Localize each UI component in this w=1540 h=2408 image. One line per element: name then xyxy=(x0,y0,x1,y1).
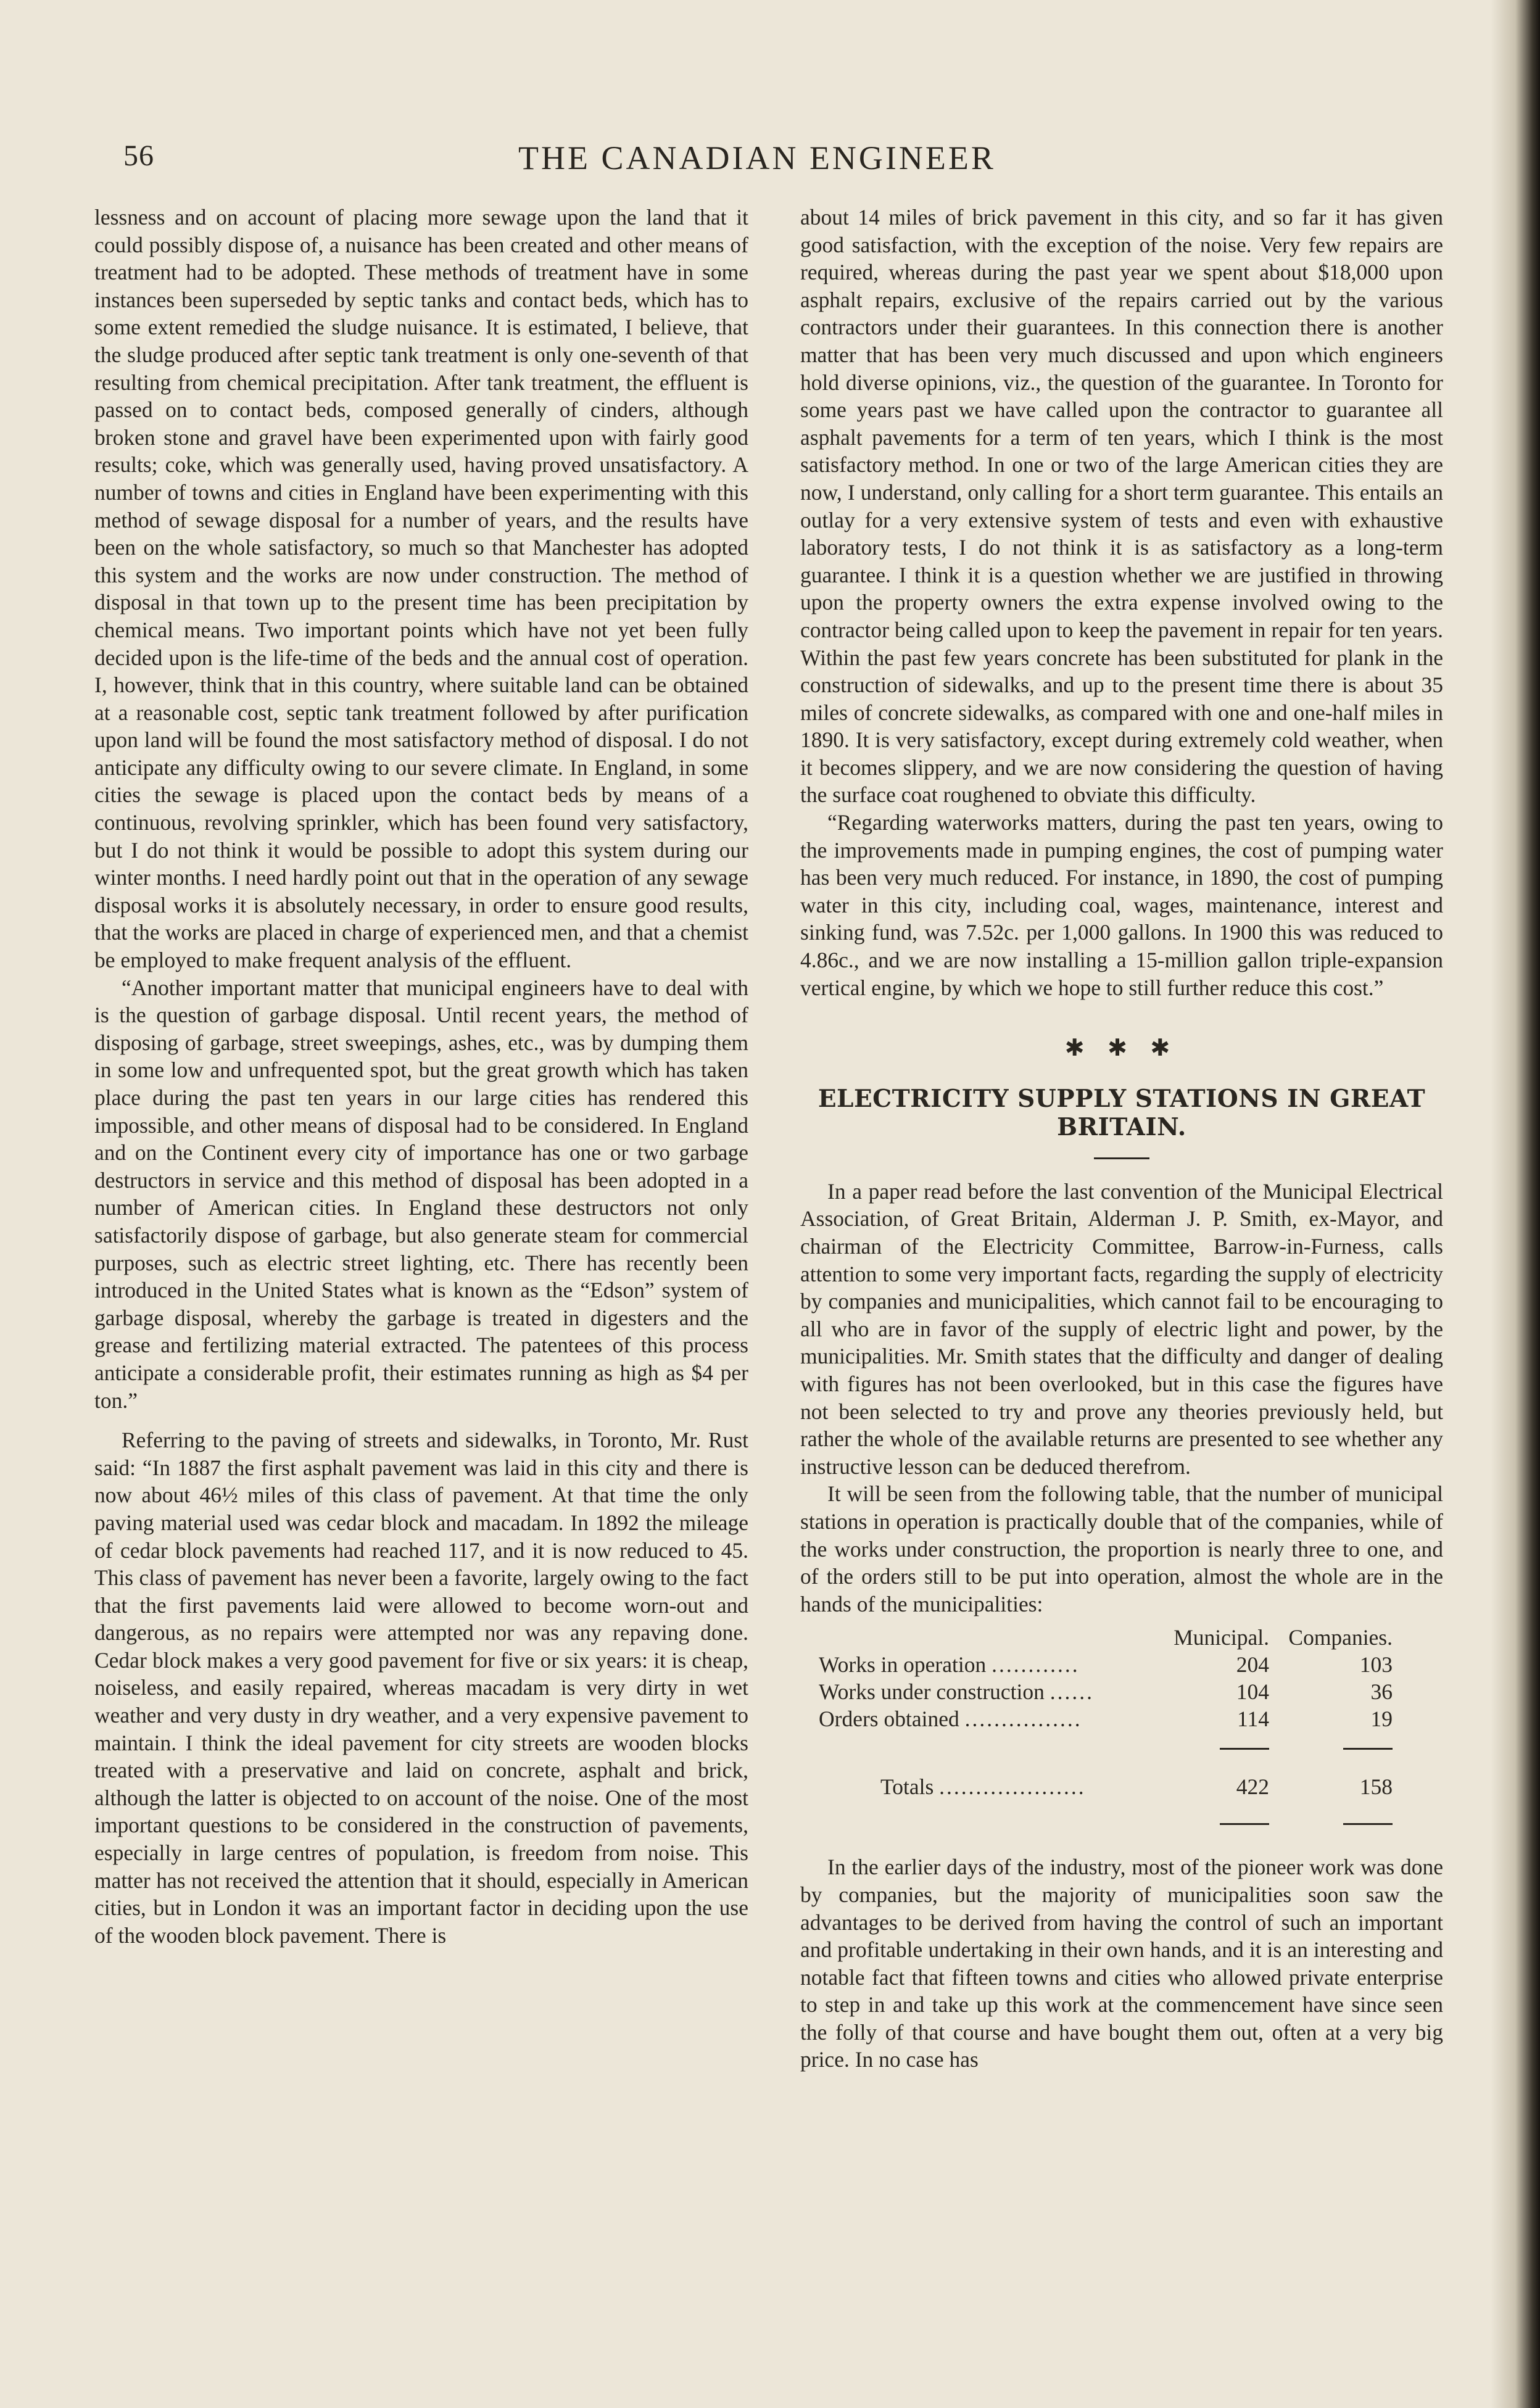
table-row xyxy=(819,1678,1436,1705)
leader-dots: ................ xyxy=(964,1707,1082,1732)
municipal-value: 104 xyxy=(1236,1679,1269,1705)
column-header-municipal: Municipal. xyxy=(1174,1625,1269,1650)
article-paragraph: In a paper read before the last convention of the Municipal Electrical Association, of Great Britain, Alderman J. P. Smith, ex-Mayor, and chairman of the Electricity Committee, Barrow-in-Furness, calls attention to some very important facts, regarding the supply of electricity by companies and municipalities, which cannot fail to be encouraging to all who are in favor of the supply of electric light and power, by the municipalities. Mr. Smith states that the difficulty and danger of dealing with figures has not been overlooked, but in this case the figures have not been selected to try and prove any theories previously held, but rather the whole of the available returns are presented to see whether any instructive lesson can be deduced therefrom. xyxy=(800,1178,1443,1479)
column-header-companies: Companies. xyxy=(1288,1625,1393,1650)
sum-rule-row xyxy=(819,1808,1436,1835)
municipal-value: 204 xyxy=(1236,1652,1269,1678)
companies-value: 36 xyxy=(1370,1679,1393,1705)
row-label: Works in operation xyxy=(819,1652,987,1678)
article-paragraph: about 14 miles of brick pavement in this city, and so far it has given good satisfaction, with the exception of the noise. Very few repairs are required, whereas during the past year we spent about $18,000 upon asphalt repairs, exclusive of the repairs carried out by the various contractors under their guarantees. In this connection there is another matter that has been very much discussed and upon which engineers hold diverse opinions, viz., the question of the guarantee. In Toronto for some years past we have called upon the contractor to guarantee all asphalt pavements for a term of ten years, which I think is the most satisfactory method. In one or two of the large American cities they are now, I understand, only calling for a short term guarantee. This entails an outlay for a very extensive system of tests and even with exhaustive laboratory tests, I do not think it is as satisfactory as a long-term guarantee. I think it is a question whether we are justified in throwing upon the property owners the extra expense involved owing to the contractor being called upon to keep the pavement in repair for ten years. Within the past few years concrete has been substituted for plank in the construction of sidewalks, and up to the present time there is about 35 miles of concrete sidewalks, as compared with one and one-half miles in 1890. It is very satisfactory, except during extremely cold weather, when it becomes slippery, and we are now considering the question of having the surface coat roughened to obviate this difficulty. xyxy=(800,205,1443,808)
sum-rule-row xyxy=(819,1732,1436,1760)
left-column xyxy=(94,204,748,1949)
section-ornament: ✱ ✱ ✱ xyxy=(1064,1035,1179,1062)
municipal-value: 114 xyxy=(1237,1707,1269,1732)
binding-shadow xyxy=(1491,0,1540,2408)
leader-dots: ...... xyxy=(1049,1679,1094,1705)
title-rule xyxy=(1094,1157,1149,1159)
section-title: ELECTRICITY SUPPLY STATIONS IN GREAT BRITAIN. xyxy=(818,1084,1426,1141)
municipal-total: 422 xyxy=(1236,1774,1269,1800)
stations-table xyxy=(819,1624,1436,1835)
article-paragraph: “Another important matter that municipal engineers have to deal with is the question of garbage disposal. Until recent years, the method of disposing of garbage, street sweepings, ashes, etc., was by dumping them in some low and unfrequented spot, but the great growth which has taken place during the past ten years in our large cities has rendered this impossible, and other means of disposal had to be considered. In England and on the Continent every city of importance has one or two garbage destructors in service and this method of disposal has been adopted in a number of American cities. In England these destructors not only satisfactorily dispose of garbage, but also generate steam for commercial purposes, such as electric street lighting, etc. There has recently been introduced in the United States what is known as the “Edson” system of garbage disposal, whereby the garbage is treated in digesters and the grease and fertilizing material extracted. The patentees of this process anticipate a considerable profit, their estimates running as high as $4 per ton.” xyxy=(94,975,748,1413)
article-paragraph: “Regarding waterworks matters, during the past ten years, owing to the improvements made in pumping engines, the cost of pumping water has been very much reduced. For instance, in 1890, the cost of pumping water in this city, including coal, wages, maintenance, interest and sinking fund, was 7.52c. per 1,000 gallons. In 1900 this was reduced to 4.86c., and we are now installing a 15-million gallon triple-expansion vertical engine, by which we hope to still further reduce this cost.” xyxy=(800,810,1443,1000)
sum-rule xyxy=(1343,1748,1393,1750)
article-paragraph: lessness and on account of placing more sewage upon the land that it could possibly dispose of, a nuisance has been created and other means of treatment had to be adopted. These methods of treatment have in some instances been superseded by septic tanks and contact beds, which has to some extent remedied the sludge nuisance. It is estimated, I believe, that the sludge produced after septic tank treatment is only one-seventh of that resulting from chemical precipitation. After tank treatment, the effluent is passed on to contact beds, composed generally of cinders, although broken stone and gravel have been experimented upon with fairly good results; coke, which was generally used, having proved unsatisfactory. A number of towns and cities in England have been experimenting with this method of sewage disposal for a number of years, and the results have been on the whole satisfactory, so much so that Manchester has adopted this system and the works are now under construction. The method of disposal in that town up to the present time has been precipitation by chemical means. Two important points which have not yet been fully decided upon is the life-time of the beds and the annual cost of operation. I, however, think that in this country, where suitable land can be obtained at a reasonable cost, septic tank treatment followed by after purification upon land will be found the most satisfactory method of disposal. I do not anticipate any difficulty owing to our severe climate. In England, in some cities the sewage is placed upon the contact beds by means of a continuous, revolving sprinkler, which has been found very satisfactory, but I do not think it would be possible to adopt this system during our winter months. I need hardly point out that in the operation of any sewage disposal works it is absolutely necessary, in order to ensure good results, that the works are placed in charge of experienced men, and that a chemist be employed to make frequent analysis of the effluent. xyxy=(94,205,748,973)
article-paragraph: In the earlier days of the industry, most of the pioneer work was done by companies, but the majority of municipalities soon saw the advantages to be derived from having the control of such an important and profitable undertaking in their own hands, and it is an interesting and notable fact that fifteen towns and cities who allowed private enterprise to step in and take up this work at the commencement have since seen the folly of that course and have bought them out, often at a very big price. In no case has xyxy=(800,1855,1443,2072)
totals-row xyxy=(819,1760,1436,1808)
row-label: Orders obtained xyxy=(819,1707,959,1732)
article-paragraph: Referring to the paving of streets and sidewalks, in Toronto, Mr. Rust said: “In 1887 the first asphalt pavement was laid in this city and there is now about 46½ miles of this class of pavement. At that time the only paving material used was cedar block and macadam. In 1892 the mileage of cedar block pavements had reached 117, and it is now reduced to 45. This class of pavement has never been a favorite, largely owing to the fact that the first pavements laid were allowed to become worn-out and dangerous, as no repairs were attempted nor was any repaving done. Cedar block makes a very good pavement for five or six years: it is cheap, noiseless, and easily repaired, whereas macadam is very dirty in wet weather and very dusty in dry weather, and a very expensive pavement to maintain. I think the ideal pavement for city streets are wooden blocks treated with a preservative and laid on concrete, asphalt and brick, although the latter is objected to on account of the noise. One of the most important questions to be considered in the construction of pavements, especially in large centres of population, is freedom from noise. This matter has not received the attention that it should, especially in American cities, but in London it was an important factor in deciding upon the use of the wooden block pavement. There is xyxy=(94,1428,748,1948)
sum-rule xyxy=(1220,1748,1269,1750)
table-header-row xyxy=(819,1624,1436,1651)
journal-title: THE CANADIAN ENGINEER xyxy=(518,139,996,176)
companies-total: 158 xyxy=(1359,1774,1393,1800)
table-row xyxy=(819,1705,1436,1732)
leader-dots: .................... xyxy=(939,1774,1086,1800)
row-label: Works under construction xyxy=(819,1679,1045,1705)
totals-label: Totals xyxy=(880,1774,934,1800)
leader-dots: ............ xyxy=(991,1652,1080,1678)
table-row xyxy=(819,1651,1436,1678)
sum-rule xyxy=(1343,1823,1393,1825)
article-paragraph: It will be seen from the following table, that the number of municipal stations in operation is practically double that of the companies, while of the works under construction, the proportion is nearly three to one, and of the orders still to be put into operation, almost the whole are in the hands of the municipalities: xyxy=(800,1481,1443,1616)
companies-value: 19 xyxy=(1370,1707,1393,1732)
sum-rule xyxy=(1220,1823,1269,1825)
companies-value: 103 xyxy=(1359,1652,1393,1678)
page-number: 56 xyxy=(123,139,154,172)
right-column xyxy=(800,204,1443,2074)
page-header xyxy=(123,133,1466,188)
